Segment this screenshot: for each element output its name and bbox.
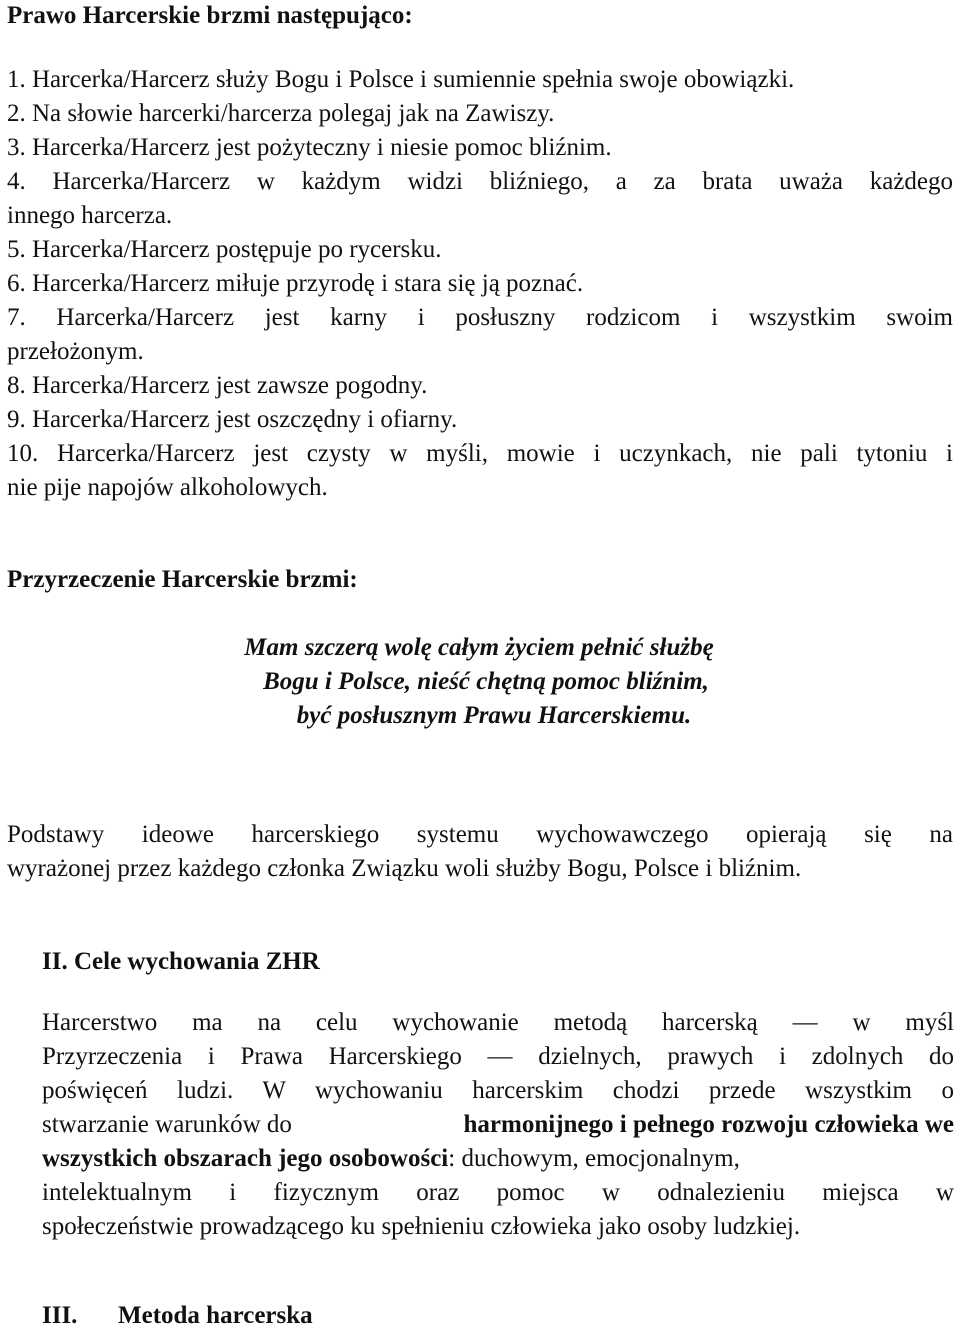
goals-line-1: Harcerstwo ma na celu wychowanie metodą harcerską — w myśl bbox=[42, 1009, 954, 1036]
section-3-title: Metoda harcerska bbox=[118, 1302, 313, 1329]
goals-emphasis-2: wszystkich obszarach jego osobowości bbox=[42, 1145, 449, 1172]
goals-line-3: poświęceń ludzi. W wychowaniu harcerskim chodzi przede wszystkim o bbox=[42, 1077, 954, 1104]
section-2-title: Cele wychowania ZHR bbox=[73, 948, 320, 975]
law-item-10: 10. Harcerka/Harcerz jest czysty w myśli, mowie i uczynkach, nie pali tytoniu i bbox=[7, 440, 953, 467]
law-item-7: 7. Harcerka/Harcerz jest karny i posłuszny rodzicom i wszystkim swoim bbox=[7, 304, 953, 331]
goals-line-4 bbox=[42, 1108, 954, 1142]
law-item-6: 6. Harcerka/Harcerz miłuje przyrodę i stara się ją poznać. bbox=[7, 270, 584, 297]
law-item-4: 4. Harcerka/Harcerz w każdym widzi bliźniego, a za brata uważa każdego bbox=[7, 168, 953, 195]
promise-text bbox=[0, 631, 960, 733]
goals-line-4-text: stwarzanie warunków do bbox=[42, 1111, 292, 1138]
ideology-line-2: wyrażonej przez każdego członka Związku woli służby Bogu, Polsce i bliźnim. bbox=[7, 855, 802, 882]
law-item-10-cont: nie pije napojów alkoholowych. bbox=[7, 474, 328, 501]
ideology-line-1: Podstawy ideowe harcerskiego systemu wychowawczego opierają się na bbox=[7, 821, 953, 848]
goals-line-5-text: : duchowym, emocjonalnym, bbox=[448, 1145, 740, 1172]
section-2-heading bbox=[42, 948, 320, 976]
goals-line-2: Przyrzeczenia i Prawa Harcerskiego — dzielnych, prawych i zdolnych do bbox=[42, 1043, 954, 1070]
law-item-2: 2. Na słowie harcerki/harcerza polegaj jak na Zawiszy. bbox=[7, 100, 555, 127]
law-item-7-cont: przełożonym. bbox=[7, 338, 144, 365]
law-heading: Prawo Harcerskie brzmi następująco: bbox=[7, 2, 413, 29]
promise-heading: Przyrzeczenie Harcerskie brzmi: bbox=[7, 566, 358, 593]
goals-emphasis-1: harmonijnego i pełnego rozwoju człowieka we bbox=[463, 1111, 954, 1138]
law-item-8: 8. Harcerka/Harcerz jest zawsze pogodny. bbox=[7, 372, 428, 399]
goals-line-7: społeczeństwie prowadzącego ku spełnieniu człowieka jako osoby ludzkiej. bbox=[42, 1213, 801, 1240]
law-item-9: 9. Harcerka/Harcerz jest oszczędny i ofiarny. bbox=[7, 406, 458, 433]
goals-line-5 bbox=[42, 1142, 954, 1176]
promise-line-2: Bogu i Polsce, nieść chętną pomoc bliźnim, bbox=[263, 668, 709, 695]
promise-line-3: być posłusznym Prawu Harcerskiemu. bbox=[296, 702, 692, 729]
law-item-3: 3. Harcerka/Harcerz jest pożyteczny i niesie pomoc bliźnim. bbox=[7, 134, 612, 161]
law-item-5: 5. Harcerka/Harcerz postępuje po rycersku. bbox=[7, 236, 442, 263]
law-item-1: 1. Harcerka/Harcerz służy Bogu i Polsce i sumiennie spełnia swoje obowiązki. bbox=[7, 66, 795, 93]
goals-line-6: intelektualnym i fizycznym oraz pomoc w odnalezieniu miejsca w bbox=[42, 1179, 954, 1206]
law-item-4-cont: innego harcerza. bbox=[7, 202, 173, 229]
promise-line-1: Mam szczerą wolę całym życiem pełnić służbę bbox=[244, 634, 714, 661]
section-3-heading bbox=[42, 1302, 313, 1330]
section-3-number: III. bbox=[42, 1302, 78, 1329]
section-2-number: II. bbox=[42, 948, 68, 975]
